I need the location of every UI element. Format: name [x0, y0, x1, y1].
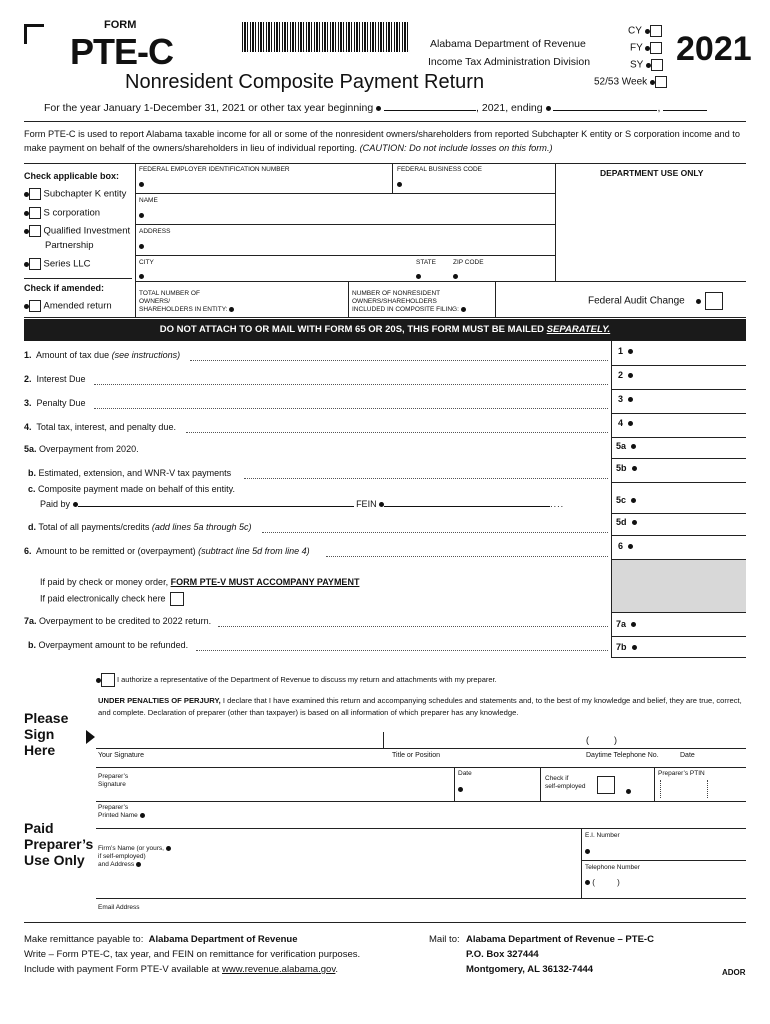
- state-label: STATE: [416, 259, 436, 266]
- address-label: ADDRESS: [139, 228, 171, 235]
- check-payment-note: If paid by check or money order, FORM PTE-V MUST ACCOMPANY PAYMENT: [40, 577, 360, 587]
- form-word: FORM: [104, 19, 137, 31]
- form-title: Nonresident Composite Payment Return: [125, 71, 485, 93]
- include-instructions: Include with payment Form PTE-V available at www.revenue.alabama.gov.: [24, 964, 339, 975]
- line-5d-box[interactable]: 5d: [616, 517, 637, 527]
- ptin-field[interactable]: [660, 780, 708, 798]
- line-2-box[interactable]: 2: [618, 370, 633, 380]
- mail-address-1: Alabama Department of Revenue – PTE-C: [466, 934, 654, 945]
- firm-name-field[interactable]: [190, 838, 575, 892]
- entity-option-qip-line2: Partnership: [45, 240, 94, 251]
- title-position-label: Title or Position: [392, 752, 440, 759]
- line-7a: 7a. Overpayment to be credited to 2022 return.: [24, 616, 212, 626]
- state-field[interactable]: [416, 271, 446, 281]
- authorize-preparer[interactable]: I authorize a representative of the Department of Revenue to discuss my return and attachments with my preparer.: [96, 673, 497, 687]
- line-5c-box[interactable]: 5c: [616, 495, 636, 505]
- line-6: 6. Amount to be remitted or (overpayment) (subtract line 5d from line 4): [24, 546, 310, 556]
- period-fy[interactable]: FY: [630, 42, 662, 54]
- self-employed-label: Check if self-employed: [545, 775, 586, 790]
- dept-use-label: DEPARTMENT USE ONLY: [600, 168, 704, 178]
- entity-option-qip[interactable]: Qualified Investment: [24, 225, 130, 237]
- sign-date-label: Date: [680, 752, 695, 759]
- line-5c: c. Composite payment made on behalf of this entity.: [28, 484, 235, 494]
- fein-field[interactable]: [139, 179, 389, 191]
- ador-code: ADOR: [722, 968, 746, 977]
- zip-label: ZIP CODE: [453, 259, 484, 266]
- line-2: 2. Interest Due: [24, 374, 86, 384]
- audit-change[interactable]: Federal Audit Change: [588, 292, 723, 310]
- line-5d: d. Total of all payments/credits (add lines 5a through 5c): [28, 522, 252, 532]
- ein-field[interactable]: [585, 846, 590, 856]
- name-label: NAME: [139, 197, 158, 204]
- barcode: [242, 22, 410, 52]
- nonres-label: NUMBER OF NONRESIDENT OWNERS/SHAREHOLDERS INCLUDED IN COMPOSITE FILING:: [352, 290, 466, 314]
- line-5a: 5a. Overpayment from 2020.: [24, 444, 139, 454]
- daytime-phone-label: Daytime Telephone No.: [586, 752, 659, 759]
- amended-option[interactable]: Amended return: [24, 300, 112, 312]
- entity-option-subk[interactable]: Subchapter K entity: [24, 188, 126, 200]
- remit-payable: Make remittance payable to: Alabama Department of Revenue: [24, 934, 298, 945]
- line-5a-box[interactable]: 5a: [616, 441, 636, 451]
- agency-division: Income Tax Administration Division: [428, 56, 591, 68]
- form-year: 2021: [676, 30, 752, 68]
- city-field[interactable]: [139, 271, 399, 281]
- preparer-signature-field[interactable]: [150, 772, 440, 796]
- owners-field[interactable]: [229, 307, 234, 312]
- name-field[interactable]: [139, 210, 549, 222]
- header-rule: [24, 121, 746, 122]
- amended-label: Check if amended:: [24, 283, 105, 293]
- address-field[interactable]: [139, 241, 549, 253]
- your-signature-field[interactable]: [98, 730, 378, 746]
- mail-address-3: Montgomery, AL 36132-7444: [466, 964, 594, 975]
- preparer-printed-name-label: Preparer’s Printed Name: [98, 804, 145, 820]
- please-sign-here: Please Sign Here: [24, 710, 69, 758]
- telephone-label: Telephone Number: [585, 864, 640, 871]
- self-employed-dot: [626, 786, 631, 796]
- preparer-date-label: Date: [458, 770, 472, 777]
- penalties-statement: UNDER PENALTIES OF PERJURY, I declare that I have examined this return and accompanying schedules and statements and, to the best of my knowledge and belief, they are true, correct, and complete. Declaration of preparer (other than taxpayer) is based on all information of which preparer has any knowledge.: [98, 696, 742, 717]
- period-week[interactable]: 52/53 Week: [594, 76, 667, 88]
- sign-phone-field[interactable]: ( ): [586, 735, 617, 745]
- write-instructions: Write – Form PTE-C, tax year, and FEIN on remittance for verification purposes.: [24, 949, 361, 960]
- line-7b-box[interactable]: 7b: [616, 642, 637, 652]
- mail-address-2: P.O. Box 327444: [466, 949, 539, 960]
- mail-separately-banner: DO NOT ATTACH TO OR MAIL WITH FORM 65 OR 20S, THIS FORM MUST BE MAILED SEPARATELY.: [24, 319, 746, 341]
- corner-mark: [24, 24, 44, 44]
- preparer-date-field[interactable]: [458, 784, 463, 794]
- line-4-box[interactable]: 4: [618, 418, 633, 428]
- line-3: 3. Penalty Due: [24, 398, 86, 408]
- intro-text: Form PTE-C is used to report Alabama taxable income for all or some of the nonresident owners/shareholders from reported Subchapter K entity or S corporation income and to make payment on behalf of the owners/shareholders in lieu of individual reporting. (CAUTION: Do not include losses on this form.): [24, 129, 740, 153]
- paid-preparer-use-only: Paid Preparer’s Use Only: [24, 820, 94, 868]
- shaded-cell: [612, 559, 746, 612]
- check-box-label: Check applicable box:: [24, 171, 120, 181]
- line-5c-paid-by[interactable]: Paid by FEIN ....: [40, 499, 565, 509]
- self-employed-checkbox[interactable]: [597, 776, 615, 794]
- line-6-box[interactable]: 6: [618, 541, 633, 551]
- mail-to-label: Mail to:: [429, 934, 460, 945]
- period-cy[interactable]: CY: [628, 25, 662, 37]
- fein-label: FEDERAL EMPLOYER IDENTIFICATION NUMBER: [139, 166, 290, 173]
- agency-name: Alabama Department of Revenue: [430, 38, 586, 50]
- tax-year-line: For the year January 1-December 31, 2021 or other tax year beginning , 2021, ending ,: [44, 102, 707, 114]
- ptin-label: Preparer’s PTIN: [658, 770, 705, 777]
- line-3-box[interactable]: 3: [618, 394, 633, 404]
- ein-label: E.I. Number: [585, 832, 620, 839]
- owners-label: TOTAL NUMBER OF OWNERS/ SHAREHOLDERS IN ENTITY:: [139, 290, 234, 314]
- line-7b: b. Overpayment amount to be refunded.: [28, 640, 189, 650]
- line-7a-box[interactable]: 7a: [616, 619, 636, 629]
- business-code-label: FEDERAL BUSINESS CODE: [397, 166, 483, 173]
- your-signature-label: Your Signature: [98, 752, 145, 759]
- email-field[interactable]: [150, 902, 740, 918]
- nonres-field[interactable]: [461, 307, 466, 312]
- city-label: CITY: [139, 259, 154, 266]
- preparer-printed-name-field[interactable]: [160, 806, 740, 826]
- entity-option-series-llc[interactable]: Series LLC: [24, 258, 91, 270]
- form-code: PTE-C: [70, 31, 173, 72]
- email-label: Email Address: [98, 904, 140, 911]
- period-sy[interactable]: SY: [630, 59, 663, 71]
- electronic-payment[interactable]: If paid electronically check here: [40, 592, 184, 606]
- firm-name-label: Firm’s Name (or yours, if self-employed) and Address: [98, 845, 171, 869]
- line-4: 4. Total tax, interest, and penalty due.: [24, 422, 176, 432]
- line-5b-box[interactable]: 5b: [616, 463, 637, 473]
- website-link[interactable]: www.revenue.alabama.gov: [222, 964, 336, 975]
- line-1: 1. Amount of tax due (see instructions): [24, 350, 181, 360]
- line-5b: b. Estimated, extension, and WNR-V tax payments: [28, 468, 232, 478]
- entity-option-scorp[interactable]: S corporation: [24, 207, 100, 219]
- zip-field[interactable]: [453, 271, 543, 281]
- business-code-field[interactable]: [397, 179, 547, 191]
- telephone-field[interactable]: ( ): [585, 878, 620, 887]
- sign-arrow-icon: [86, 730, 95, 744]
- preparer-signature-label: Preparer’s Signature: [98, 773, 129, 788]
- line-1-box[interactable]: 1: [618, 346, 633, 356]
